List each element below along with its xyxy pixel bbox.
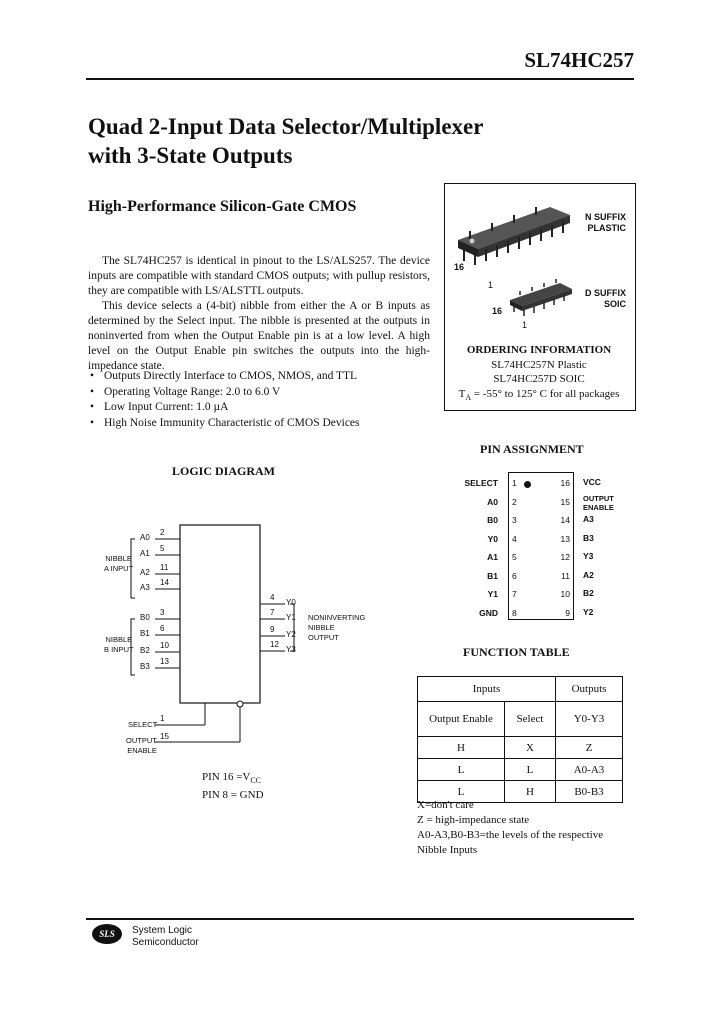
pin-number-left: 3 xyxy=(512,515,517,525)
select-pin-number: 1 xyxy=(160,714,165,723)
input-label: A0 xyxy=(140,533,150,542)
pin-name-left: B1 xyxy=(487,570,498,581)
feature-item: • Outputs Directly Interface to CMOS, NMOS, and TTL xyxy=(88,369,360,385)
footer-rule xyxy=(86,918,634,920)
output-label: Y1 xyxy=(286,613,296,622)
note-line: A0-A3,B0-B3=the levels of the respective xyxy=(417,829,604,841)
temp-subscript: A xyxy=(465,392,472,402)
col-select: Select xyxy=(505,702,556,737)
nibble-a-label-line: NIBBLE xyxy=(105,554,132,563)
input-label: B1 xyxy=(140,629,150,638)
input-pin-number: 3 xyxy=(160,608,165,617)
note-line: X=don't care xyxy=(417,799,474,811)
pin-name-right: Y2 xyxy=(583,606,594,617)
outputs-header: Outputs xyxy=(556,677,623,702)
oe-label-line: OUTPUT xyxy=(126,736,157,745)
pin-number-right: 15 xyxy=(560,496,570,507)
pin-name-right: B3 xyxy=(583,532,594,543)
function-table xyxy=(417,676,623,803)
oe-label xyxy=(126,736,157,756)
table-cell: B0-B3 xyxy=(556,781,623,803)
input-label: A3 xyxy=(140,583,150,592)
pin-assignment-title: PIN ASSIGNMENT xyxy=(480,442,584,456)
pin-number-left: 2 xyxy=(512,496,517,507)
output-pin-number: 9 xyxy=(270,625,275,634)
input-label: B3 xyxy=(140,662,150,671)
pin-number-right: 11 xyxy=(561,570,570,581)
nibble-b-label-line: B INPUT xyxy=(104,645,134,654)
input-pin-number: 2 xyxy=(160,528,165,537)
table-cell: H xyxy=(505,781,556,803)
table-cell: X xyxy=(505,737,556,759)
power-pins-note xyxy=(202,770,264,802)
function-table-title: FUNCTION TABLE xyxy=(463,645,570,659)
feature-item: • Operating Voltage Range: 2.0 to 6.0 V xyxy=(88,385,360,401)
oe-pin-number: 15 xyxy=(160,732,169,741)
description xyxy=(88,254,430,374)
header-rule xyxy=(86,78,634,80)
pin-name-left: Y0 xyxy=(487,533,498,544)
output-label-line: NONINVERTING xyxy=(308,613,366,622)
pin-name-right: A3 xyxy=(583,514,594,524)
input-pin-number: 13 xyxy=(160,657,169,666)
output-pin-number: 4 xyxy=(270,593,275,602)
pin-number-right: 13 xyxy=(560,533,570,544)
table-cell: H xyxy=(418,737,505,759)
soic-pin1-label: 1 xyxy=(522,320,528,330)
pin16-text: PIN 16 =V xyxy=(202,771,251,783)
soic-pin16-label: 16 xyxy=(492,306,503,316)
pin-name-right: OUTPUT ENABLE xyxy=(583,493,614,512)
pin-number-left: 4 xyxy=(512,533,517,544)
pin-number-left: 6 xyxy=(512,570,517,581)
pin-number-right: 9 xyxy=(565,607,570,618)
output-label: Y3 xyxy=(286,645,296,654)
description-paragraph: The SL74HC257 is identical in pinout to the LS/ALS257. The device inputs are compatible with standard CMOS outputs; with pullup resistors, they are compatible with LS/ALSTTL outputs. xyxy=(88,255,430,297)
n-type-text: PLASTIC xyxy=(587,223,626,233)
oe-inversion-bubble xyxy=(237,701,243,707)
pin-number-left: 5 xyxy=(512,552,517,562)
pin-name-left: SELECT xyxy=(464,478,498,488)
company-name-line1: System Logic xyxy=(132,925,193,936)
pin-name-right: VCC xyxy=(583,477,601,487)
pin-name-left: B0 xyxy=(487,515,498,525)
pin8-note: PIN 8 = GND xyxy=(202,789,264,802)
pin16-note xyxy=(202,770,264,788)
pin-name-left: GND xyxy=(479,607,498,618)
ordering-heading: ORDERING INFORMATION xyxy=(466,344,612,356)
company-name-line2: Semiconductor xyxy=(132,937,199,948)
col-outputs: Y0-Y3 xyxy=(556,702,623,737)
pin-number-right: 12 xyxy=(560,552,570,562)
company-logo: SLS xyxy=(92,924,122,944)
feature-item: • High Noise Immunity Characteristic of CMOS Devices xyxy=(88,416,360,432)
title-line-2: with 3-State Outputs xyxy=(88,143,293,168)
table-cell: L xyxy=(418,759,505,781)
d-suffix-label xyxy=(550,288,626,310)
input-pin-number: 6 xyxy=(160,624,165,633)
table-row xyxy=(418,759,623,781)
document-title xyxy=(88,112,483,170)
output-pin-number: 12 xyxy=(270,640,279,649)
part-number-header: SL74HC257 xyxy=(524,48,634,72)
output-label-line: NIBBLE xyxy=(308,623,335,632)
nibble-b-label-line: NIBBLE xyxy=(105,635,133,644)
d-suffix-text: D SUFFIX xyxy=(584,288,626,298)
feature-list xyxy=(88,369,360,431)
table-cell: L xyxy=(505,759,556,781)
logic-diagram-title: LOGIC DIAGRAM xyxy=(172,464,276,478)
n-suffix-label xyxy=(550,212,626,234)
input-pin-number: 10 xyxy=(160,641,169,650)
output-label: Y2 xyxy=(286,630,296,639)
pin-name-left: Y1 xyxy=(487,589,498,599)
oe-label-line: ENABLE xyxy=(127,746,157,755)
multiplexer-block xyxy=(180,525,260,703)
input-label: A1 xyxy=(140,549,150,558)
note-line: Z = high-impedance state xyxy=(417,814,530,826)
ordering-line: SL74HC257N Plastic xyxy=(491,358,587,371)
d-type-text: SOIC xyxy=(603,299,626,309)
table-row xyxy=(418,737,623,759)
temp-range: = -55° to 125° C for all packages xyxy=(471,387,620,400)
pin16-subscript: CC xyxy=(250,776,262,786)
ordering-temp xyxy=(444,387,634,406)
output-label-line: OUTPUT xyxy=(308,633,339,642)
input-pin-number: 14 xyxy=(160,578,169,587)
input-label: A2 xyxy=(140,568,150,577)
pin-number-left: 1 xyxy=(512,478,517,488)
pin-number-left: 8 xyxy=(512,607,517,618)
note-line: Nibble Inputs xyxy=(417,844,478,856)
dip-pin1-label: 1 xyxy=(488,280,494,290)
pin-name-left: A0 xyxy=(487,496,498,507)
temp-symbol: T xyxy=(458,387,466,400)
output-label: Y0 xyxy=(286,598,296,607)
pin-name-right: B2 xyxy=(583,588,594,598)
nibble-b-label xyxy=(104,635,134,655)
pin-number-right: 10 xyxy=(560,589,570,599)
n-suffix-text: N SUFFIX xyxy=(584,212,626,222)
company-name xyxy=(132,925,199,949)
input-label: B0 xyxy=(140,613,150,622)
input-pin-number: 11 xyxy=(160,563,169,572)
ordering-information xyxy=(444,343,634,405)
pin-number-left: 7 xyxy=(512,589,517,599)
nibble-a-label-line: A INPUT xyxy=(104,564,134,573)
dip-pin16-label: 16 xyxy=(454,262,465,272)
inputs-header: Inputs xyxy=(418,677,556,702)
pin1-marker-icon xyxy=(524,481,531,488)
col-output-enable: Output Enable xyxy=(418,702,505,737)
title-line-1: Quad 2-Input Data Selector/Multiplexer xyxy=(88,114,484,139)
pin-name-left: A1 xyxy=(487,552,498,562)
output-pin-number: 7 xyxy=(270,608,275,617)
function-table-notes xyxy=(417,798,603,858)
select-label: SELECT xyxy=(128,720,158,729)
table-cell: A0-A3 xyxy=(556,759,623,781)
pin-number-right: 14 xyxy=(560,515,570,525)
ordering-line: SL74HC257D SOIC xyxy=(493,373,585,385)
input-pin-number: 5 xyxy=(160,544,165,553)
subtitle: High-Performance Silicon-Gate CMOS xyxy=(88,198,357,215)
pin-number-right: 16 xyxy=(560,478,570,488)
pin-name-right: A2 xyxy=(583,569,594,580)
pin-name-right: Y3 xyxy=(583,551,594,561)
table-cell: Z xyxy=(556,737,623,759)
feature-item: • Low Input Current: 1.0 µA xyxy=(88,400,360,416)
nibble-a-label xyxy=(104,554,133,574)
description-paragraph: This device selects a (4-bit) nibble from either the A or B inputs as determined by the Select input. The nibble is presented at the outputs in noninverted from when the Output Enable pin is at a low level. A high level on the Output Enable pin switches the outputs into the high-impedance state. xyxy=(88,300,430,372)
output-label xyxy=(308,613,365,643)
table-cell: L xyxy=(418,781,505,803)
input-label: B2 xyxy=(140,646,150,655)
output-brace xyxy=(290,604,294,651)
